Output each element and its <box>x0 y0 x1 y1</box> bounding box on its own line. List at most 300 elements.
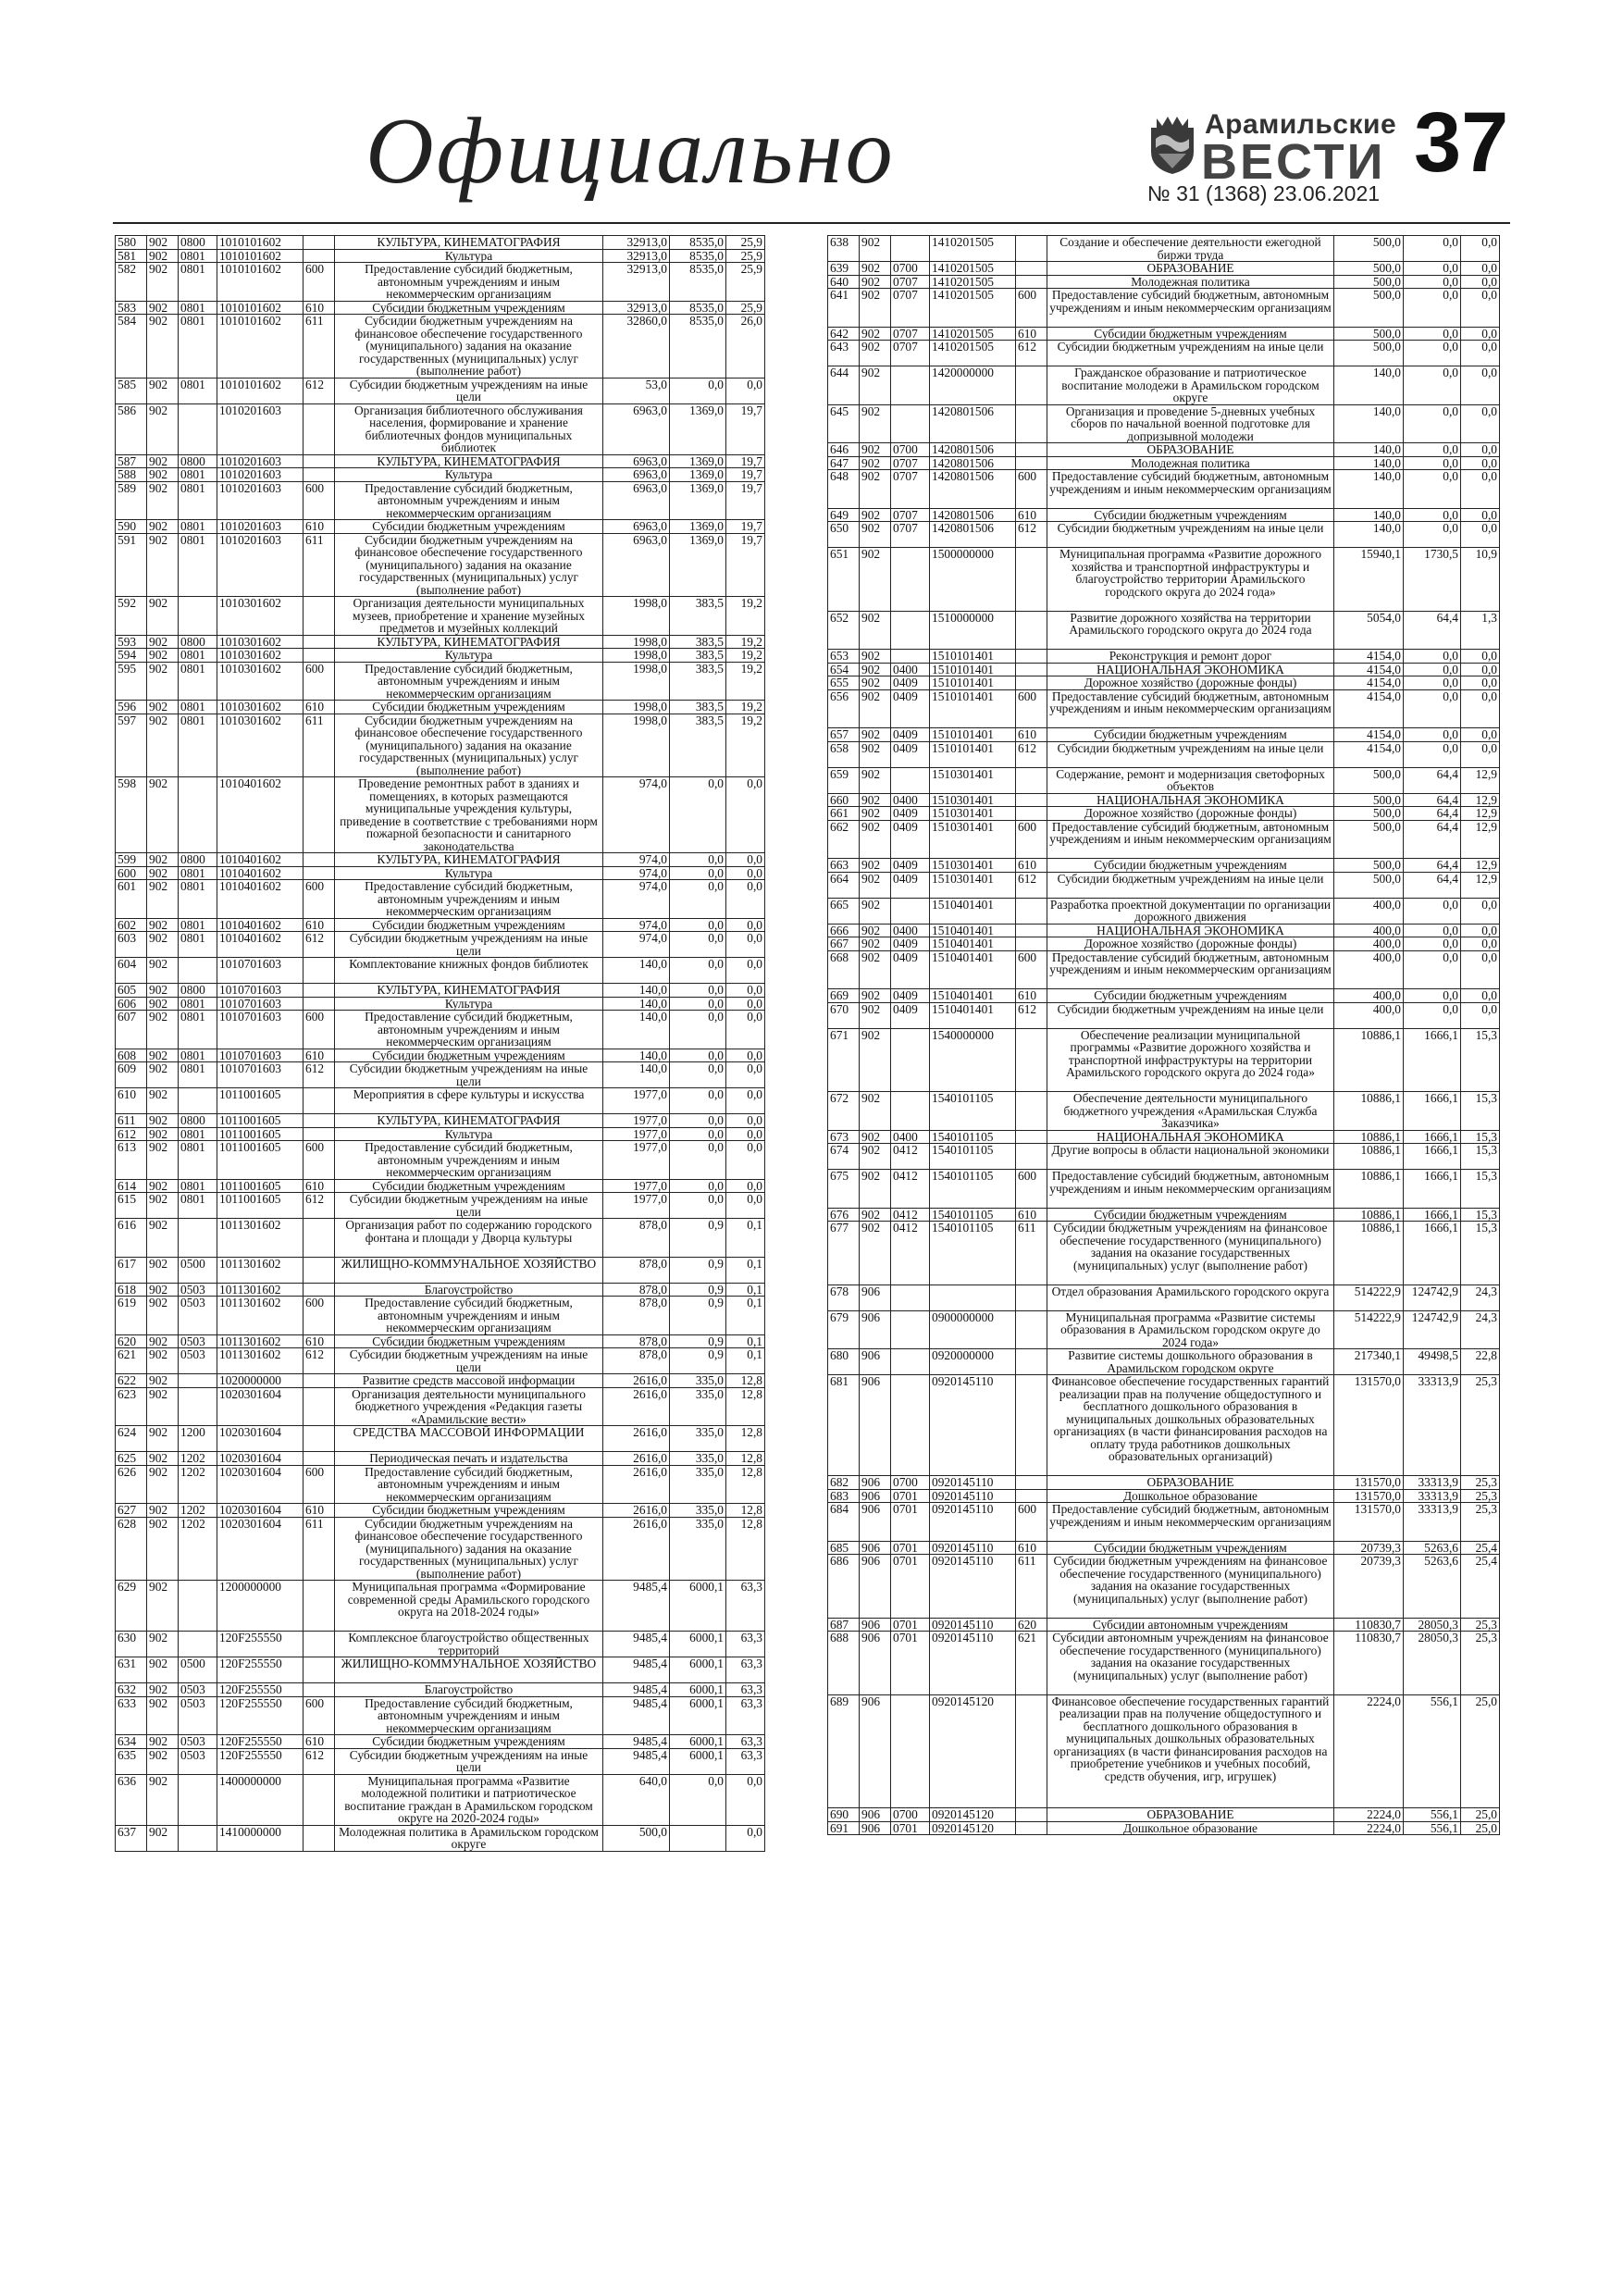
planned-amount: 500,0 <box>1334 820 1404 859</box>
target-article-code: 1540101105 <box>930 1222 1016 1285</box>
table-row <box>116 1283 765 1297</box>
target-article-code: 1010401602 <box>217 853 304 867</box>
item-name: Субсидии бюджетным учреждениям на иные цели <box>1047 1002 1334 1028</box>
department-code: 906 <box>860 1476 891 1490</box>
item-name: Предоставление субсидий бюджетным, автономным учреждениям и иным некоммерческим организациям <box>335 662 603 701</box>
row-number: 681 <box>828 1375 860 1476</box>
section-code: 0500 <box>179 1257 217 1283</box>
section-code: 0700 <box>891 1476 930 1490</box>
target-article-code: 1020301604 <box>217 1426 304 1452</box>
execution-percent: 25,4 <box>1461 1541 1500 1555</box>
planned-amount: 500,0 <box>1334 236 1404 262</box>
row-number: 656 <box>828 689 860 728</box>
section-code: 0801 <box>179 880 217 919</box>
expense-type-code <box>304 1374 335 1388</box>
department-code: 902 <box>147 1127 179 1141</box>
expense-type-code <box>1016 1808 1047 1822</box>
execution-percent: 25,3 <box>1461 1489 1500 1503</box>
execution-percent: 15,3 <box>1461 1144 1500 1170</box>
execution-percent: 19,7 <box>726 520 765 534</box>
item-name: Субсидии бюджетным учреждениям на иные цели <box>1047 341 1334 366</box>
section-code: 0409 <box>891 820 930 859</box>
item-name: Субсидии бюджетным учреждениям <box>335 1334 603 1348</box>
executed-amount: 28050,3 <box>1404 1618 1461 1632</box>
target-article-code: 1420000000 <box>930 366 1016 405</box>
expense-type-code <box>1016 1821 1047 1835</box>
table-row <box>828 1028 1500 1092</box>
department-code: 906 <box>860 1489 891 1503</box>
section-code: 0801 <box>179 932 217 958</box>
execution-percent: 0,0 <box>726 777 765 853</box>
executed-amount: 8535,0 <box>670 263 726 302</box>
item-name: Предоставление субсидий бюджетным, автономным учреждениям и иным некоммерческим организациям <box>335 880 603 919</box>
item-name: Субсидии бюджетным учреждениям на иные цели <box>335 932 603 958</box>
executed-amount: 1666,1 <box>1404 1144 1461 1170</box>
planned-amount: 32913,0 <box>603 236 670 250</box>
target-article-code: 1011001605 <box>217 1193 304 1219</box>
execution-percent: 12,8 <box>726 1465 765 1504</box>
section-code: 0801 <box>179 649 217 663</box>
planned-amount: 131570,0 <box>1334 1503 1404 1542</box>
planned-amount: 6963,0 <box>603 468 670 482</box>
planned-amount: 400,0 <box>1334 898 1404 924</box>
row-number: 666 <box>828 924 860 937</box>
planned-amount: 1998,0 <box>603 662 670 701</box>
executed-amount: 0,0 <box>670 853 726 867</box>
planned-amount: 2616,0 <box>603 1504 670 1518</box>
expense-type-code <box>1016 1130 1047 1144</box>
execution-percent: 12,8 <box>726 1452 765 1466</box>
department-code: 906 <box>860 1632 891 1695</box>
executed-amount: 383,5 <box>670 714 726 777</box>
section-code: 0503 <box>179 1748 217 1774</box>
execution-percent: 25,9 <box>726 263 765 302</box>
target-article-code: 1010701603 <box>217 997 304 1011</box>
expense-type-code: 600 <box>1016 1503 1047 1542</box>
department-code: 902 <box>860 807 891 821</box>
planned-amount: 4154,0 <box>1334 741 1404 767</box>
executed-amount: 0,0 <box>1404 404 1461 443</box>
section-code: 0409 <box>891 989 930 1003</box>
expense-type-code <box>304 866 335 880</box>
table-row <box>116 1632 765 1657</box>
expense-type-code <box>304 454 335 468</box>
expense-type-code <box>1016 937 1047 951</box>
department-code: 902 <box>860 937 891 951</box>
section-code <box>891 611 930 650</box>
table-row <box>116 1297 765 1335</box>
section-code: 0707 <box>891 470 930 509</box>
department-code: 902 <box>860 1002 891 1028</box>
planned-amount: 6963,0 <box>603 454 670 468</box>
section-title: Официально <box>365 99 896 204</box>
planned-amount: 878,0 <box>603 1257 670 1283</box>
section-code <box>891 1285 930 1310</box>
item-name: Периодическая печать и издательства <box>335 1452 603 1466</box>
executed-amount: 0,9 <box>670 1283 726 1297</box>
item-name: НАЦИОНАЛЬНАЯ ЭКОНОМИКА <box>1047 663 1334 676</box>
department-code: 902 <box>147 1426 179 1452</box>
expense-type-code <box>304 1219 335 1258</box>
item-name: Предоставление субсидий бюджетным, автономным учреждениям и иным некоммерческим организациям <box>335 1696 603 1735</box>
target-article-code: 1010101602 <box>217 315 304 379</box>
target-article-code: 1540101105 <box>930 1092 1016 1131</box>
department-code: 902 <box>147 932 179 958</box>
section-code <box>891 366 930 405</box>
executed-amount: 556,1 <box>1404 1808 1461 1822</box>
planned-amount: 500,0 <box>1334 262 1404 276</box>
executed-amount: 383,5 <box>670 701 726 714</box>
table-row <box>116 984 765 998</box>
executed-amount: 335,0 <box>670 1465 726 1504</box>
execution-percent: 25,3 <box>1461 1632 1500 1695</box>
item-name: Организация деятельности муниципальных музеев, приобретение и хранение музейных предметов и музейных коллекций <box>335 597 603 636</box>
department-code: 902 <box>147 1683 179 1697</box>
execution-percent: 63,3 <box>726 1735 765 1749</box>
section-code: 0801 <box>179 481 217 520</box>
executed-amount: 64,4 <box>1404 872 1461 898</box>
expense-type-code <box>304 1088 335 1114</box>
item-name: Обеспечение реализации муниципальной программы «Развитие дорожного хозяйства и транспортной инфраструктуры на территории Арамильского городского округа до 2024 года» <box>1047 1028 1334 1092</box>
row-number: 632 <box>116 1683 147 1697</box>
execution-percent: 15,3 <box>1461 1222 1500 1285</box>
table-row <box>828 456 1500 470</box>
section-code <box>179 1374 217 1388</box>
section-code: 0412 <box>891 1222 930 1285</box>
table-row <box>828 1285 1500 1310</box>
planned-amount: 1977,0 <box>603 1088 670 1114</box>
item-name: Дорожное хозяйство (дорожные фонды) <box>1047 807 1334 821</box>
execution-percent: 12,8 <box>726 1387 765 1426</box>
executed-amount: 0,9 <box>670 1257 726 1283</box>
table-row <box>828 522 1500 548</box>
table-row <box>116 1387 765 1426</box>
item-name: Субсидии бюджетным учреждениям <box>1047 728 1334 742</box>
table-row <box>828 1476 1500 1490</box>
table-row <box>116 932 765 958</box>
execution-percent: 19,7 <box>726 403 765 454</box>
expense-type-code: 600 <box>1016 689 1047 728</box>
planned-amount: 974,0 <box>603 866 670 880</box>
target-article-code: 1010401602 <box>217 932 304 958</box>
planned-amount: 140,0 <box>603 1049 670 1062</box>
expense-type-code <box>1016 611 1047 650</box>
department-code: 902 <box>147 1179 179 1193</box>
department-code: 902 <box>147 1657 179 1683</box>
target-article-code: 1540000000 <box>930 1028 1016 1092</box>
planned-amount: 2616,0 <box>603 1374 670 1388</box>
table-row <box>828 989 1500 1003</box>
expense-type-code <box>1016 1285 1047 1310</box>
target-article-code: 1510401401 <box>930 989 1016 1003</box>
right-column <box>827 235 1500 1835</box>
planned-amount: 9485,4 <box>603 1657 670 1683</box>
planned-amount: 9485,4 <box>603 1748 670 1774</box>
row-number: 646 <box>828 443 860 457</box>
table-row <box>116 1683 765 1697</box>
row-number: 631 <box>116 1657 147 1683</box>
execution-percent: 0,1 <box>726 1348 765 1374</box>
execution-percent: 19,7 <box>726 468 765 482</box>
table-row <box>116 1735 765 1749</box>
table-row <box>828 327 1500 341</box>
table-row <box>828 950 1500 989</box>
target-article-code <box>930 1285 1016 1310</box>
table-row <box>828 289 1500 328</box>
row-number: 629 <box>116 1581 147 1632</box>
executed-amount: 64,4 <box>1404 793 1461 807</box>
section-code: 0701 <box>891 1555 930 1619</box>
row-number: 687 <box>828 1618 860 1632</box>
budget-table-left <box>115 235 765 1852</box>
row-number: 609 <box>116 1062 147 1088</box>
section-code: 0409 <box>891 937 930 951</box>
executed-amount: 556,1 <box>1404 1821 1461 1835</box>
item-name: КУЛЬТУРА, КИНЕМАТОГРАФИЯ <box>335 236 603 250</box>
item-name: Мероприятия в сфере культуры и искусства <box>335 1088 603 1114</box>
execution-percent: 15,3 <box>1461 1028 1500 1092</box>
section-code: 0800 <box>179 236 217 250</box>
target-article-code: 1420801506 <box>930 522 1016 548</box>
planned-amount: 217340,1 <box>1334 1349 1404 1375</box>
expense-type-code: 610 <box>304 1049 335 1062</box>
executed-amount: 0,0 <box>1404 898 1461 924</box>
row-number: 586 <box>116 403 147 454</box>
execution-percent: 0,0 <box>726 932 765 958</box>
department-code: 902 <box>860 1028 891 1092</box>
expense-type-code: 610 <box>1016 989 1047 1003</box>
department-code: 906 <box>860 1694 891 1808</box>
target-article-code: 1010101602 <box>217 249 304 263</box>
target-article-code: 0920145120 <box>930 1821 1016 1835</box>
table-row <box>828 404 1500 443</box>
section-code: 0800 <box>179 635 217 649</box>
item-name: Культура <box>335 997 603 1011</box>
executed-amount: 335,0 <box>670 1517 726 1581</box>
row-number: 594 <box>116 649 147 663</box>
planned-amount: 500,0 <box>1334 859 1404 873</box>
executed-amount: 1369,0 <box>670 520 726 534</box>
target-article-code: 1020301604 <box>217 1452 304 1466</box>
item-name: Субсидии бюджетным учреждениям на иные цели <box>1047 522 1334 548</box>
table-row <box>116 997 765 1011</box>
expense-type-code <box>304 853 335 867</box>
table-row <box>828 236 1500 262</box>
section-code: 0701 <box>891 1618 930 1632</box>
executed-amount: 1666,1 <box>1404 1130 1461 1144</box>
row-number: 602 <box>116 918 147 932</box>
target-article-code: 1510101401 <box>930 663 1016 676</box>
execution-percent: 25,0 <box>1461 1694 1500 1808</box>
expense-type-code: 600 <box>1016 289 1047 328</box>
table-row <box>828 366 1500 405</box>
item-name: НАЦИОНАЛЬНАЯ ЭКОНОМИКА <box>1047 924 1334 937</box>
expense-type-code: 600 <box>304 880 335 919</box>
target-article-code: 1010301602 <box>217 635 304 649</box>
planned-amount: 131570,0 <box>1334 1476 1404 1490</box>
executed-amount: 0,0 <box>1404 663 1461 676</box>
execution-percent: 0,0 <box>1461 456 1500 470</box>
department-code: 902 <box>860 236 891 262</box>
planned-amount: 1977,0 <box>603 1179 670 1193</box>
execution-percent: 0,0 <box>1461 728 1500 742</box>
planned-amount: 640,0 <box>603 1774 670 1825</box>
section-code: 0801 <box>179 1141 217 1180</box>
executed-amount: 64,4 <box>1404 807 1461 821</box>
planned-amount: 500,0 <box>1334 807 1404 821</box>
target-article-code: 1010401602 <box>217 777 304 853</box>
section-code <box>891 898 930 924</box>
target-article-code: 1510301401 <box>930 872 1016 898</box>
planned-amount: 140,0 <box>1334 522 1404 548</box>
section-code: 0801 <box>179 866 217 880</box>
item-name: КУЛЬТУРА, КИНЕМАТОГРАФИЯ <box>335 984 603 998</box>
target-article-code: 120F255550 <box>217 1683 304 1697</box>
planned-amount: 1977,0 <box>603 1141 670 1180</box>
table-row <box>828 937 1500 951</box>
planned-amount: 2224,0 <box>1334 1808 1404 1822</box>
section-code: 0400 <box>891 793 930 807</box>
table-row <box>116 701 765 714</box>
execution-percent: 0,1 <box>726 1283 765 1297</box>
planned-amount: 878,0 <box>603 1334 670 1348</box>
table-row <box>828 820 1500 859</box>
row-number: 682 <box>828 1476 860 1490</box>
row-number: 600 <box>116 866 147 880</box>
target-article-code: 1011001605 <box>217 1088 304 1114</box>
expense-type-code <box>304 1774 335 1825</box>
department-code: 906 <box>860 1285 891 1310</box>
target-article-code: 1010101602 <box>217 263 304 302</box>
section-code: 0801 <box>179 997 217 1011</box>
expense-type-code: 600 <box>1016 1170 1047 1209</box>
item-name: Субсидии бюджетным учреждениям на иные цели <box>1047 741 1334 767</box>
department-code: 902 <box>147 984 179 998</box>
department-code: 902 <box>147 454 179 468</box>
execution-percent: 25,0 <box>1461 1808 1500 1822</box>
item-name: СРЕДСТВА МАССОВОЙ ИНФОРМАЦИИ <box>335 1426 603 1452</box>
expense-type-code: 612 <box>304 1193 335 1219</box>
table-row <box>828 676 1500 690</box>
executed-amount: 0,0 <box>1404 522 1461 548</box>
execution-percent: 0,0 <box>726 1179 765 1193</box>
expense-type-code: 610 <box>304 1334 335 1348</box>
target-article-code: 1510301401 <box>930 807 1016 821</box>
item-name: Субсидии бюджетным учреждениям <box>335 918 603 932</box>
executed-amount: 335,0 <box>670 1374 726 1388</box>
execution-percent: 25,9 <box>726 249 765 263</box>
table-row <box>828 898 1500 924</box>
execution-percent: 0,0 <box>1461 327 1500 341</box>
row-number: 664 <box>828 872 860 898</box>
row-number: 670 <box>828 1002 860 1028</box>
item-name: ЖИЛИЩНО-КОММУНАЛЬНОЕ ХОЗЯЙСТВО <box>335 1657 603 1683</box>
row-number: 621 <box>116 1348 147 1374</box>
table-row <box>828 689 1500 728</box>
row-number: 655 <box>828 676 860 690</box>
section-code: 0801 <box>179 918 217 932</box>
row-number: 647 <box>828 456 860 470</box>
row-number: 597 <box>116 714 147 777</box>
section-code: 0707 <box>891 275 930 289</box>
executed-amount: 0,0 <box>670 1011 726 1049</box>
execution-percent: 15,3 <box>1461 1208 1500 1222</box>
table-row <box>116 1219 765 1258</box>
table-row <box>116 1348 765 1374</box>
item-name: Субсидии бюджетным учреждениям на иные цели <box>335 1062 603 1088</box>
row-number: 691 <box>828 1821 860 1835</box>
executed-amount: 0,0 <box>670 997 726 1011</box>
target-article-code: 1410201505 <box>930 341 1016 366</box>
row-number: 608 <box>116 1049 147 1062</box>
execution-percent: 24,3 <box>1461 1310 1500 1349</box>
section-code: 0801 <box>179 1062 217 1088</box>
expense-type-code <box>1016 1028 1047 1092</box>
table-row <box>116 403 765 454</box>
section-code <box>179 1088 217 1114</box>
row-number: 688 <box>828 1632 860 1695</box>
planned-amount: 1977,0 <box>603 1193 670 1219</box>
department-code: 902 <box>147 1114 179 1128</box>
section-code <box>891 1375 930 1476</box>
target-article-code: 1510401401 <box>930 950 1016 989</box>
section-code: 0700 <box>891 262 930 276</box>
section-code: 0801 <box>179 263 217 302</box>
execution-percent: 15,3 <box>1461 1092 1500 1131</box>
execution-percent: 0,0 <box>726 1127 765 1141</box>
execution-percent: 0,0 <box>726 1141 765 1180</box>
target-article-code: 0920145110 <box>930 1541 1016 1555</box>
target-article-code: 1020301604 <box>217 1387 304 1426</box>
target-article-code: 1011001605 <box>217 1114 304 1128</box>
table-row <box>116 1696 765 1735</box>
execution-percent: 19,2 <box>726 597 765 636</box>
executed-amount: 0,0 <box>1404 262 1461 276</box>
row-number: 617 <box>116 1257 147 1283</box>
executed-amount: 335,0 <box>670 1426 726 1452</box>
expense-type-code <box>304 1825 335 1851</box>
department-code: 902 <box>147 315 179 379</box>
planned-amount: 4154,0 <box>1334 650 1404 664</box>
execution-percent: 19,2 <box>726 649 765 663</box>
planned-amount: 500,0 <box>1334 767 1404 793</box>
department-code: 902 <box>860 689 891 728</box>
target-article-code: 1510301401 <box>930 820 1016 859</box>
section-code: 0707 <box>891 522 930 548</box>
planned-amount: 974,0 <box>603 932 670 958</box>
row-number: 635 <box>116 1748 147 1774</box>
item-name: Субсидии автономным учреждениям <box>1047 1618 1334 1632</box>
executed-amount: 0,9 <box>670 1334 726 1348</box>
item-name: Субсидии бюджетным учреждениям на иные цели <box>335 378 603 403</box>
section-code: 0707 <box>891 341 930 366</box>
execution-percent: 22,8 <box>1461 1349 1500 1375</box>
target-article-code: 0920145110 <box>930 1632 1016 1695</box>
item-name: Муниципальная программа «Развитие молодежной политики и патриотическое воспитание граждан в Арамильском городском округе на 2020-2024 годы» <box>335 1774 603 1825</box>
execution-percent: 0,0 <box>726 866 765 880</box>
expense-type-code <box>304 1127 335 1141</box>
planned-amount: 110830,7 <box>1334 1632 1404 1695</box>
executed-amount: 0,0 <box>1404 741 1461 767</box>
row-number: 667 <box>828 937 860 951</box>
row-number: 663 <box>828 859 860 873</box>
row-number: 630 <box>116 1632 147 1657</box>
table-row <box>828 1144 1500 1170</box>
table-row <box>828 793 1500 807</box>
section-code: 0801 <box>179 301 217 315</box>
issue-info: № 31 (1368) 23.06.2021 <box>1147 181 1381 205</box>
target-article-code: 0920145120 <box>930 1694 1016 1808</box>
